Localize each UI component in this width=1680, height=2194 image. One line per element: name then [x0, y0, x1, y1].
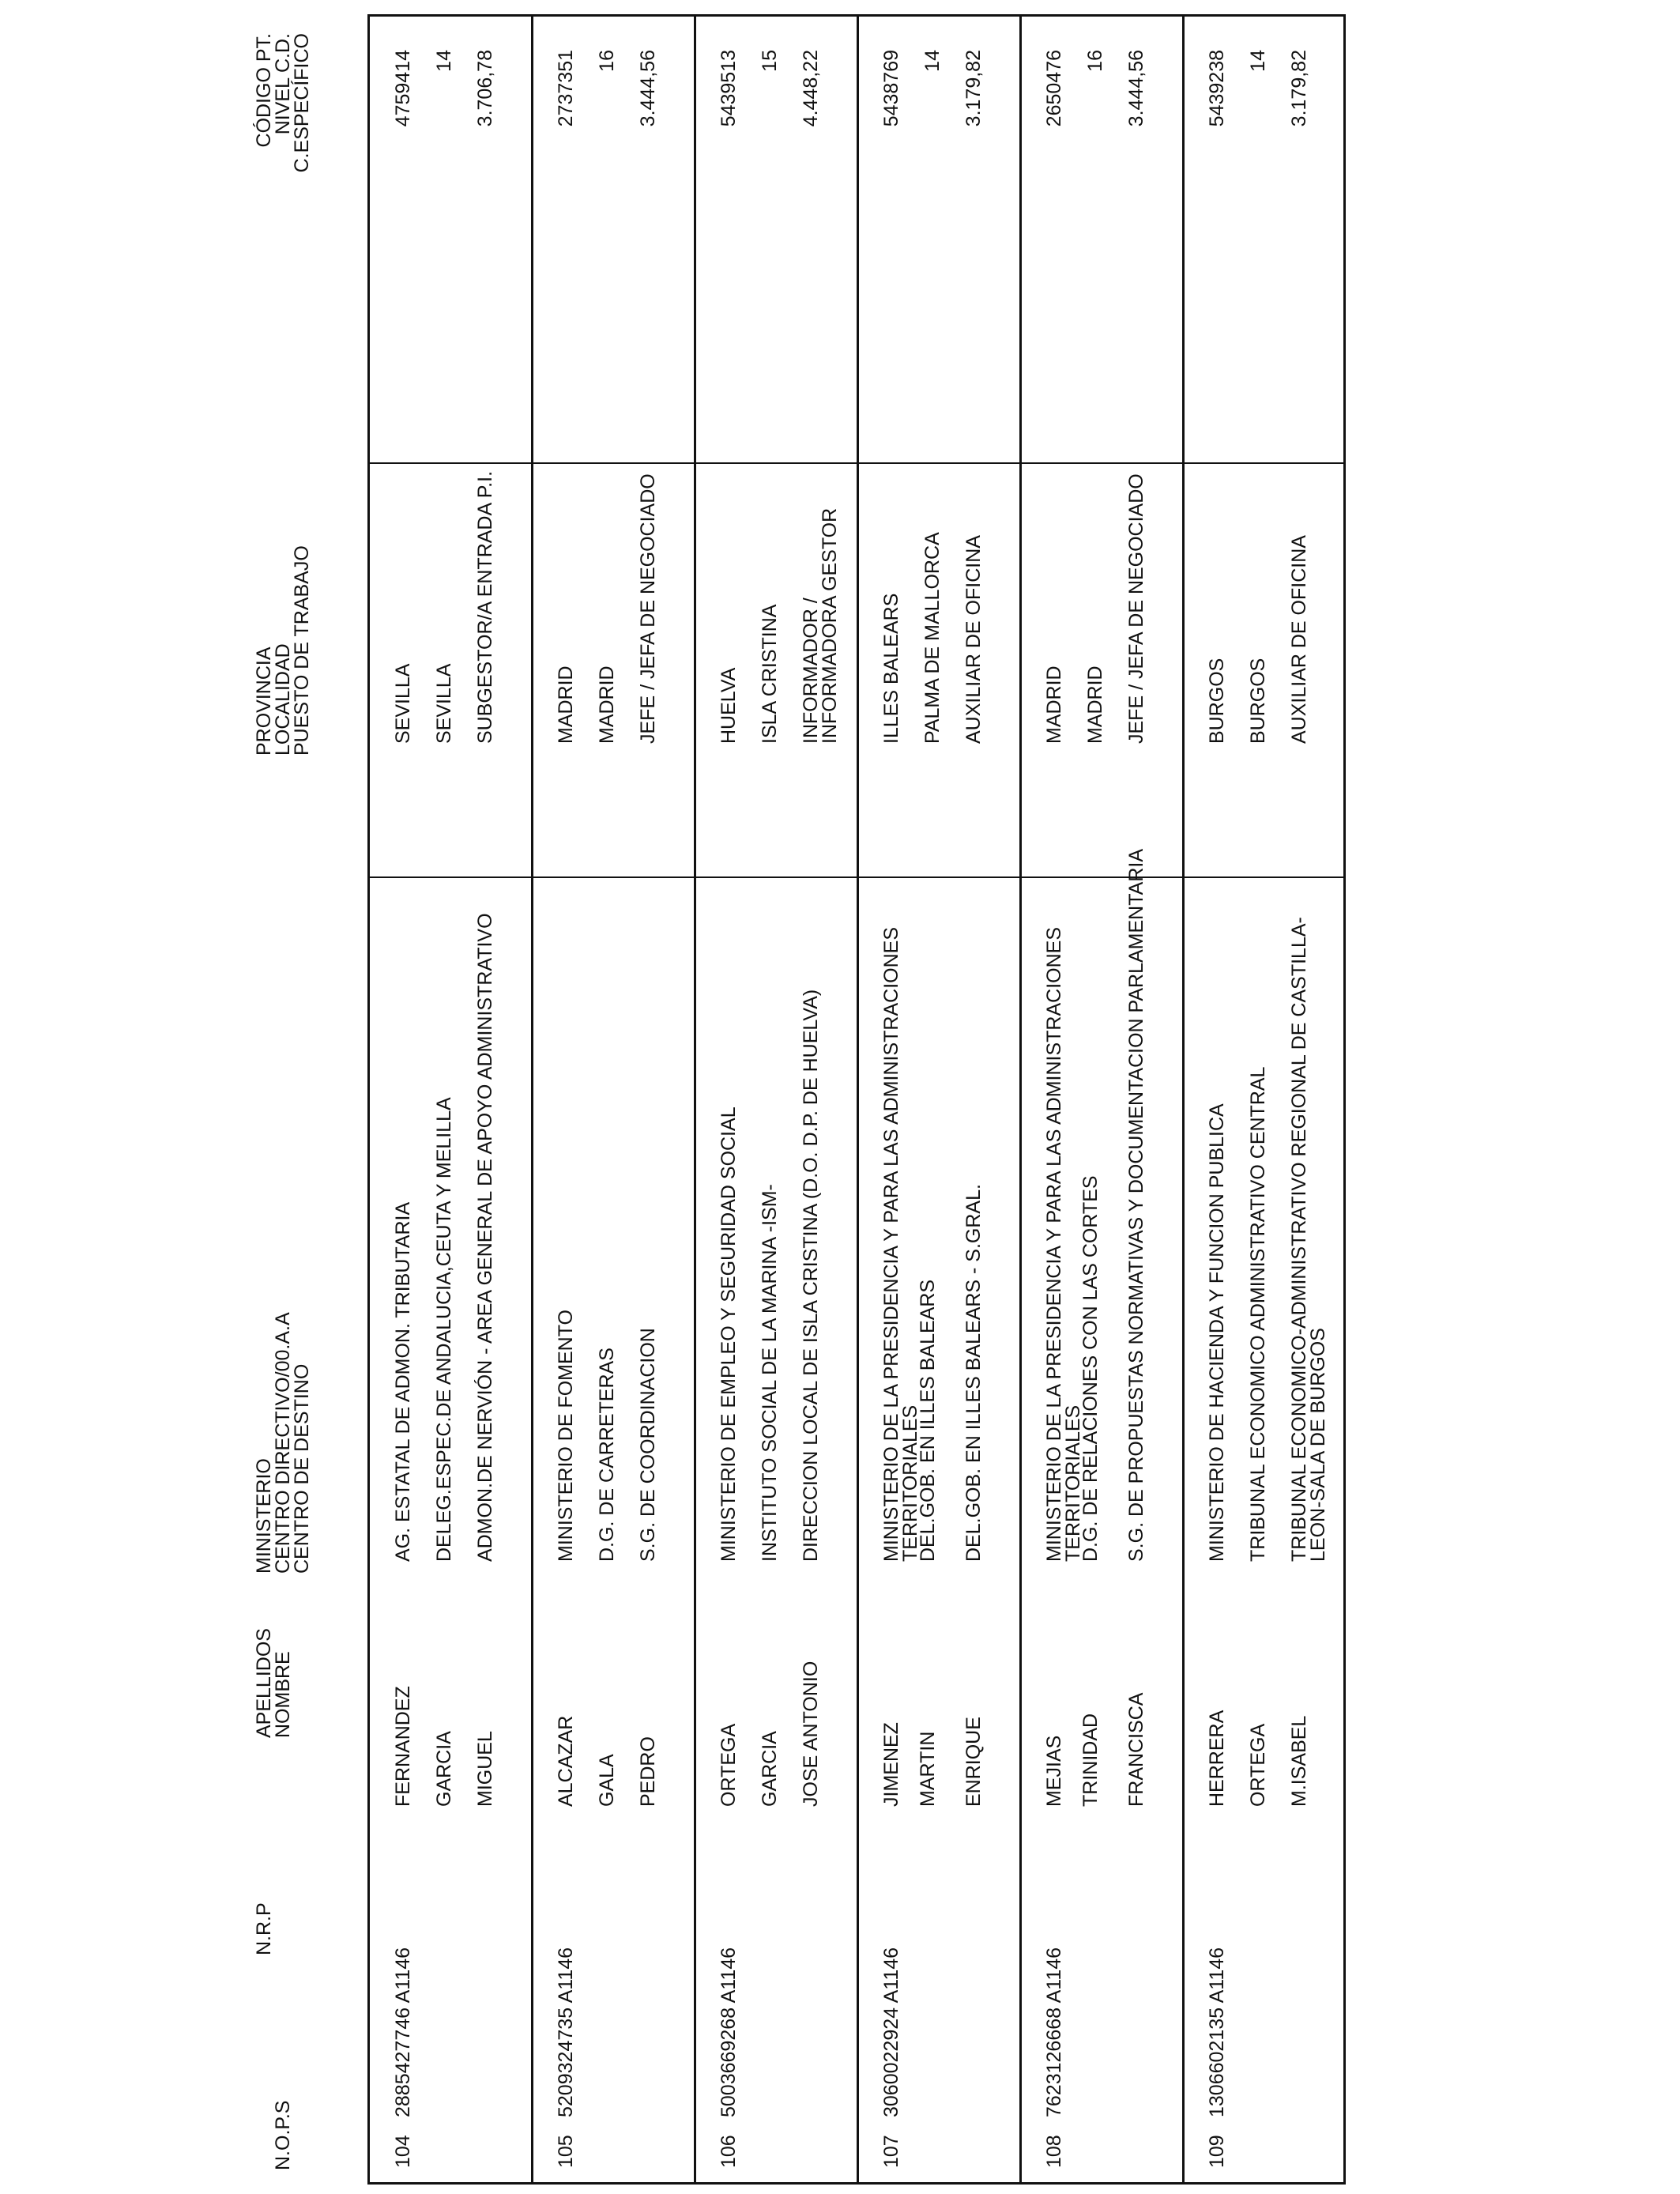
record-apellido1: JIMENEZ	[880, 1722, 902, 1807]
record-puesto: JEFE / JEFA DE NEGOCIADO	[637, 473, 659, 744]
header-ministerio-line: MINISTERIO	[253, 1458, 275, 1574]
record-codigo: 5439513	[718, 50, 740, 127]
record-ministerio: MINISTERIO DE HACIENDA Y FUNCION PUBLICA	[1206, 1103, 1228, 1562]
record-especifico: 3.444,56	[1125, 50, 1147, 127]
record-row-106	[695, 17, 857, 2182]
header-codigo-line: CÓDIGO PT.	[253, 33, 275, 148]
record-nops: 107	[880, 2135, 902, 2168]
header-puesto-line: PUESTO DE TRABAJO	[291, 545, 313, 756]
record-codigo: 5438769	[880, 50, 902, 127]
record-ministerio: AG. ESTATAL DE ADMON. TRIBUTARIA	[392, 1201, 414, 1562]
record-nivel: 16	[1084, 50, 1106, 72]
record-provincia: HUELVA	[718, 667, 740, 744]
record-especifico: 4.448,22	[800, 50, 822, 127]
record-apellido2: TRINIDAD	[1079, 1713, 1102, 1807]
record-codigo: 2650476	[1043, 50, 1065, 127]
record-codigo: 4759414	[392, 50, 414, 127]
record-ministerio: MINISTERIO DE LA PRESIDENCIA Y PARA LAS ADMINISTRACIONES TERRITORIALES	[880, 926, 921, 1562]
record-row-108	[1021, 17, 1182, 2182]
record-nrp: 7623126668 A1146	[1043, 1947, 1065, 2117]
record-centro-directivo: DEL.GOB. EN ILLES BALEARS	[917, 1279, 939, 1562]
header-nops	[273, 2101, 292, 2170]
record-centro-destino: DEL.GOB. EN ILLES BALEARS - S.GRAL.	[962, 1184, 985, 1562]
record-ministerio: MINISTERIO DE FOMENTO	[555, 1310, 577, 1562]
record-especifico: 3.179,82	[962, 50, 985, 127]
record-puesto: AUXILIAR DE OFICINA	[962, 535, 985, 744]
record-nrp: 2885427746 A1146	[392, 1947, 414, 2117]
header-apellidos	[254, 1628, 292, 1738]
record-codigo: 5439238	[1206, 50, 1228, 127]
record-provincia: BURGOS	[1206, 658, 1228, 744]
record-nivel: 14	[921, 50, 944, 72]
header-provincia	[254, 545, 311, 756]
record-ministerio: MINISTERIO DE EMPLEO Y SEGURIDAD SOCIAL	[718, 1106, 740, 1562]
record-row-107	[858, 17, 1019, 2182]
record-especifico: 3.706,78	[474, 50, 496, 127]
record-row-105	[533, 17, 694, 2182]
record-especifico: 3.444,56	[637, 50, 659, 127]
header-ministerio	[254, 1312, 311, 1574]
record-row-104	[370, 17, 531, 2182]
record-apellido2: GARCIA	[433, 1731, 455, 1807]
record-provincia: MADRID	[1043, 665, 1065, 744]
record-puesto: AUXILIAR DE OFICINA	[1288, 535, 1310, 744]
record-apellido1: ALCAZAR	[555, 1715, 577, 1807]
record-puesto: JEFE / JEFA DE NEGOCIADO	[1125, 473, 1147, 744]
header-nombre-line: NOMBRE	[272, 1651, 294, 1738]
record-nombre: FRANCISCA	[1125, 1692, 1147, 1807]
record-nrp: 5003669268 A1146	[718, 1947, 740, 2117]
record-apellido1: ORTEGA	[718, 1723, 740, 1807]
header-centro-directivo-line: CENTRO DIRECTIVO/00.A.A	[272, 1312, 294, 1574]
record-centro-directivo: INSTITUTO SOCIAL DE LA MARINA -ISM-	[759, 1184, 781, 1562]
record-nops: 105	[555, 2135, 577, 2168]
header-apellidos-line: APELLIDOS	[253, 1628, 275, 1738]
record-nrp: 5209324735 A1146	[555, 1947, 577, 2117]
header-especifico-line: C.ESPECÍFICO	[291, 33, 313, 173]
record-apellido2: GALA	[596, 1754, 618, 1807]
record-nombre: PEDRO	[637, 1736, 659, 1807]
record-nivel: 14	[1247, 50, 1269, 72]
record-ministerio: MINISTERIO DE LA PRESIDENCIA Y PARA LAS ADMINISTRACIONES TERRITORIALES	[1043, 926, 1084, 1562]
header-nivel-line: NIVEL C.D.	[272, 33, 294, 135]
record-apellido2: GARCIA	[759, 1731, 781, 1807]
header-centro-destino-line: CENTRO DE DESTINO	[291, 1363, 313, 1574]
record-centro-destino: S.G. DE PROPUESTAS NORMATIVAS Y DOCUMENTACION PARLAMENTARIA	[1125, 849, 1147, 1562]
record-centro-directivo: D.G. DE CARRETERAS	[596, 1348, 618, 1562]
header-localidad-line: LOCALIDAD	[272, 643, 294, 756]
record-centro-destino: DIRECCION LOCAL DE ISLA CRISTINA (D.O. D.P. DE HUELVA)	[800, 989, 822, 1562]
record-provincia: SEVILLA	[392, 663, 414, 744]
record-nrp: 3060022924 A1146	[880, 1947, 902, 2117]
record-localidad: SEVILLA	[433, 663, 455, 744]
header-provincia-line: PROVINCIA	[253, 647, 275, 756]
record-centro-directivo: D.G. DE RELACIONES CON LAS CORTES	[1079, 1175, 1102, 1562]
header-nops-text: N.O.P.S	[272, 2100, 294, 2170]
record-apellido1: MEJIAS	[1043, 1735, 1065, 1807]
record-nops: 109	[1206, 2135, 1228, 2168]
record-apellido2: ORTEGA	[1247, 1723, 1269, 1807]
record-localidad: MADRID	[596, 665, 618, 744]
record-nombre: ENRIQUE	[962, 1717, 985, 1807]
record-apellido1: HERRERA	[1206, 1710, 1228, 1807]
header-nrp-text: N.R.P	[253, 1902, 275, 1955]
record-localidad: BURGOS	[1247, 658, 1269, 744]
record-centro-destino: TRIBUNAL ECONOMICO-ADMINISTRATIVO REGIONAL DE CASTILLA-LEON-SALA DE BURGOS	[1288, 917, 1329, 1562]
record-row-109	[1184, 17, 1343, 2182]
record-nivel: 15	[759, 50, 781, 72]
record-puesto: SUBGESTOR/A ENTRADA P.I.	[474, 470, 496, 744]
record-apellido1: FERNANDEZ	[392, 1686, 414, 1807]
record-nivel: 16	[596, 50, 618, 72]
record-localidad: ISLA CRISTINA	[759, 604, 781, 744]
record-nombre: MIGUEL	[474, 1731, 496, 1807]
record-nrp: 1306602135 A1146	[1206, 1947, 1228, 2117]
record-provincia: ILLES BALEARS	[880, 593, 902, 744]
record-centro-directivo: TRIBUNAL ECONOMICO ADMINISTRATIVO CENTRAL	[1247, 1066, 1269, 1562]
record-nivel: 14	[433, 50, 455, 72]
record-especifico: 3.179,82	[1288, 50, 1310, 127]
record-centro-destino: S.G. DE COORDINACION	[637, 1328, 659, 1562]
record-nops: 104	[392, 2135, 414, 2168]
record-centro-destino: ADMON.DE NERVIÓN - AREA GENERAL DE APOYO ADMINISTRATIVO	[474, 913, 496, 1562]
records-table	[367, 14, 1346, 2185]
header-codigo	[254, 33, 311, 172]
record-nops: 106	[718, 2135, 740, 2168]
record-localidad: PALMA DE MALLORCA	[921, 532, 944, 744]
record-provincia: MADRID	[555, 665, 577, 744]
record-nops: 108	[1043, 2135, 1065, 2168]
record-localidad: MADRID	[1084, 665, 1106, 744]
record-centro-directivo: DELEG.ESPEC.DE ANDALUCIA,CEUTA Y MELILLA	[433, 1097, 455, 1562]
record-puesto: INFORMADOR / INFORMADORA GESTOR	[800, 507, 841, 744]
record-apellido2: MARTIN	[917, 1731, 939, 1807]
header-nrp	[254, 1902, 273, 1955]
record-codigo: 2737351	[555, 50, 577, 127]
record-nombre: JOSE ANTONIO	[800, 1661, 822, 1807]
record-nombre: M.ISABEL	[1288, 1715, 1310, 1807]
